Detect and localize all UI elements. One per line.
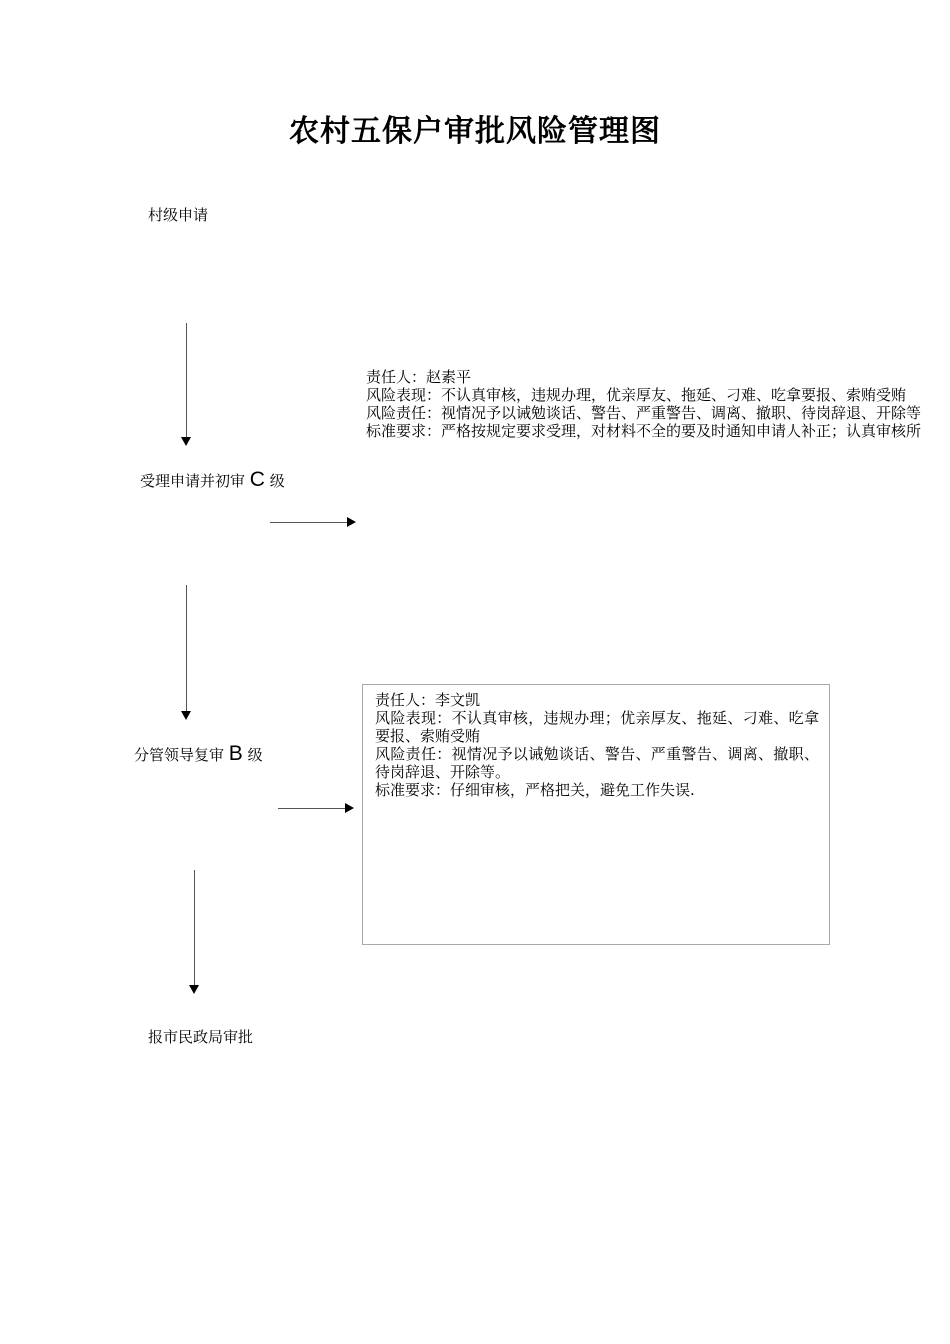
arrowhead-down-icon	[181, 437, 191, 446]
flow-step-initial-review-label: 受理申请并初审	[140, 472, 246, 490]
flow-step-city-approval: 报市民政局审批	[148, 1028, 254, 1046]
flow-step-initial-review	[140, 470, 285, 491]
arrow-line-1	[186, 323, 187, 438]
panel-c-standard: 标准要求：严格按规定要求受理，对材料不全的要及时通知申请人补正；认真审核所	[366, 422, 922, 440]
flow-step-initial-review-suffix: 级	[269, 472, 285, 490]
risk-panel-c	[366, 368, 950, 440]
arrowhead-down-icon	[189, 985, 199, 994]
arrow-line-3	[194, 870, 195, 986]
arrowhead-right-icon	[345, 803, 354, 813]
page-title: 农村五保户审批风险管理图	[289, 114, 661, 149]
arrow-line-2	[186, 585, 187, 712]
flow-step-leader-review-suffix: 级	[247, 746, 263, 764]
risk-panel-b	[362, 684, 830, 945]
panel-b-risk: 风险表现：不认真审核，违规办理；优亲厚友、拖延、刁难、吃拿要报、索贿受贿	[375, 709, 819, 745]
panel-b-person: 责任人：李文凯	[375, 691, 481, 709]
flow-step-leader-review-label: 分管领导复审	[134, 746, 225, 764]
panel-b-standard: 标准要求：仔细审核，严格把关，避免工作失误.	[375, 781, 695, 799]
flow-step-leader-review	[134, 744, 263, 765]
panel-b-duty: 风险责任：视情况予以诫勉谈话、警告、严重警告、调离、撤职、待岗辞退、开除等。	[375, 745, 819, 781]
arrowhead-down-icon	[181, 711, 191, 720]
arrowhead-right-icon	[347, 517, 356, 527]
panel-c-risk: 风险表现：不认真审核，违规办理，优亲厚友、拖延、刁难、吃拿要报、索贿受贿	[366, 386, 907, 404]
arrow-line-to-panel-b	[278, 808, 346, 809]
panel-c-person: 责任人：赵素平	[366, 368, 472, 386]
risk-level-c: C	[249, 468, 265, 491]
panel-c-duty: 风险责任：视情况予以诫勉谈话、警告、严重警告、调离、撤职、待岗辞退、开除等	[366, 404, 922, 422]
flow-step-village-application: 村级申请	[148, 206, 209, 224]
arrow-line-to-panel-c	[270, 522, 348, 523]
risk-level-b: B	[228, 742, 243, 765]
